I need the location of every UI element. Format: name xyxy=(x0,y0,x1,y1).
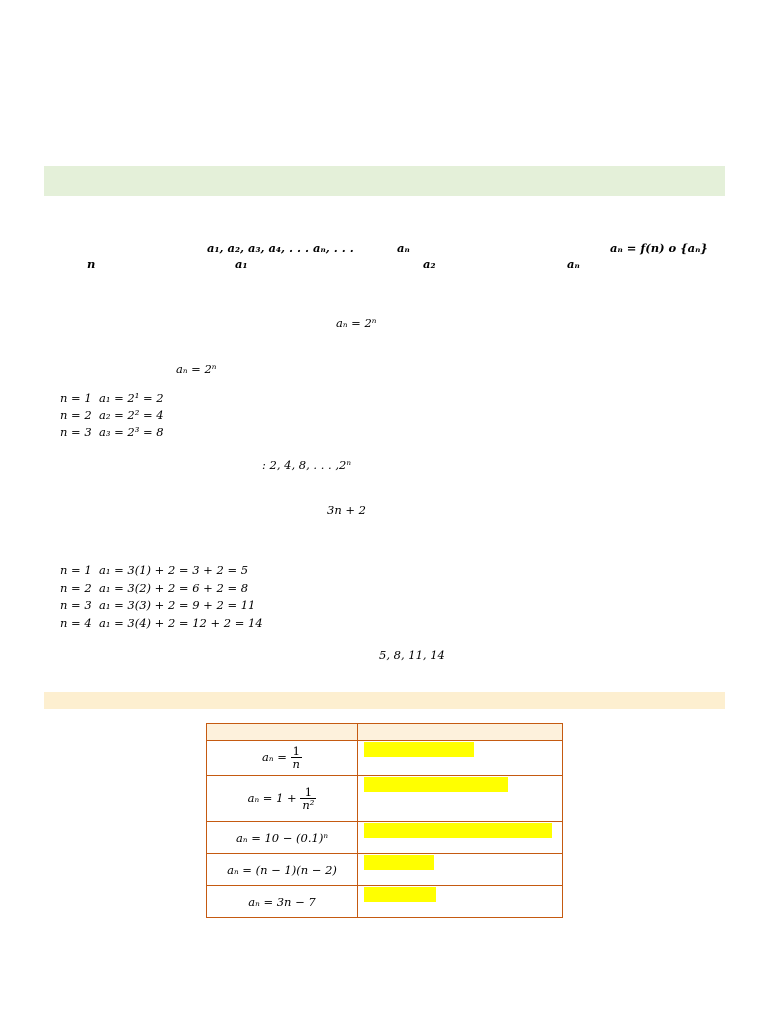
general-term: aₙ xyxy=(397,241,410,255)
example1-result: : 2, 4, 8, . . . ,2ⁿ xyxy=(262,458,351,472)
example2-steps xyxy=(60,563,263,633)
table-row xyxy=(207,854,563,886)
table-row xyxy=(207,886,563,918)
step-row: n = 1 a₁ = 2¹ = 2 xyxy=(60,391,164,405)
table-row xyxy=(207,741,563,776)
nth-term: aₙ xyxy=(567,257,580,271)
formula-cell: aₙ = 1 + $\frac{1}{\text{n²}}$ xyxy=(207,776,358,822)
table-row xyxy=(207,776,563,822)
step-row: n = 3 a₃ = 2³ = 8 xyxy=(60,425,164,439)
answer-cell[interactable] xyxy=(358,776,563,822)
fraction: $\frac{1}{n}$ xyxy=(292,744,300,771)
exercise-table xyxy=(206,723,563,918)
exercise-header-band xyxy=(44,692,725,709)
header-cell-answer xyxy=(358,724,563,741)
example1-formula: aₙ = 2ⁿ xyxy=(176,362,217,376)
example1-formula-center: aₙ = 2ⁿ xyxy=(336,316,377,330)
formula-cell: aₙ = (n − 1)(n − 2) xyxy=(207,854,358,886)
index-variable: n xyxy=(87,257,96,271)
answer-cell[interactable] xyxy=(358,854,563,886)
example2-formula: 3n + 2 xyxy=(327,503,366,517)
header-cell-formula xyxy=(207,724,358,741)
answer-cell[interactable] xyxy=(358,822,563,854)
answer-cell[interactable] xyxy=(358,741,563,776)
answer-highlight xyxy=(364,823,552,838)
formula-cell: aₙ = $\frac{1}{n}$ xyxy=(207,741,358,776)
sequence-notation: a₁, a₂, a₃, a₄, . . . aₙ, . . . xyxy=(207,241,354,255)
step-row: n = 1 a₁ = 3(1) + 2 = 3 + 2 = 5 xyxy=(60,563,249,577)
section-header-band xyxy=(44,166,725,196)
example2-result: 5, 8, 11, 14 xyxy=(379,648,445,662)
answer-highlight xyxy=(364,887,436,902)
answer-highlight xyxy=(364,742,474,757)
function-notation: aₙ = f(n) o {aₙ} xyxy=(610,241,708,255)
answer-highlight xyxy=(364,855,434,870)
first-term: a₁ xyxy=(235,257,248,271)
example1-steps xyxy=(60,391,164,442)
formula-cell: aₙ = 3n − 7 xyxy=(207,886,358,918)
answer-cell[interactable] xyxy=(358,886,563,918)
step-row: n = 2 a₂ = 2² = 4 xyxy=(60,408,164,422)
answer-highlight xyxy=(364,777,508,792)
step-row: n = 2 a₁ = 3(2) + 2 = 6 + 2 = 8 xyxy=(60,580,249,595)
table-row xyxy=(207,822,563,854)
fraction: $\frac{1}{\text{n²}}$ xyxy=(302,784,315,812)
second-term: a₂ xyxy=(423,257,436,271)
step-row: n = 3 a₁ = 3(3) + 2 = 9 + 2 = 11 xyxy=(60,598,256,612)
formula-cell: aₙ = 10 − (0.1)ⁿ xyxy=(207,822,358,854)
table-header-row xyxy=(207,724,563,741)
step-row: n = 4 a₁ = 3(4) + 2 = 12 + 2 = 14 xyxy=(60,615,263,630)
